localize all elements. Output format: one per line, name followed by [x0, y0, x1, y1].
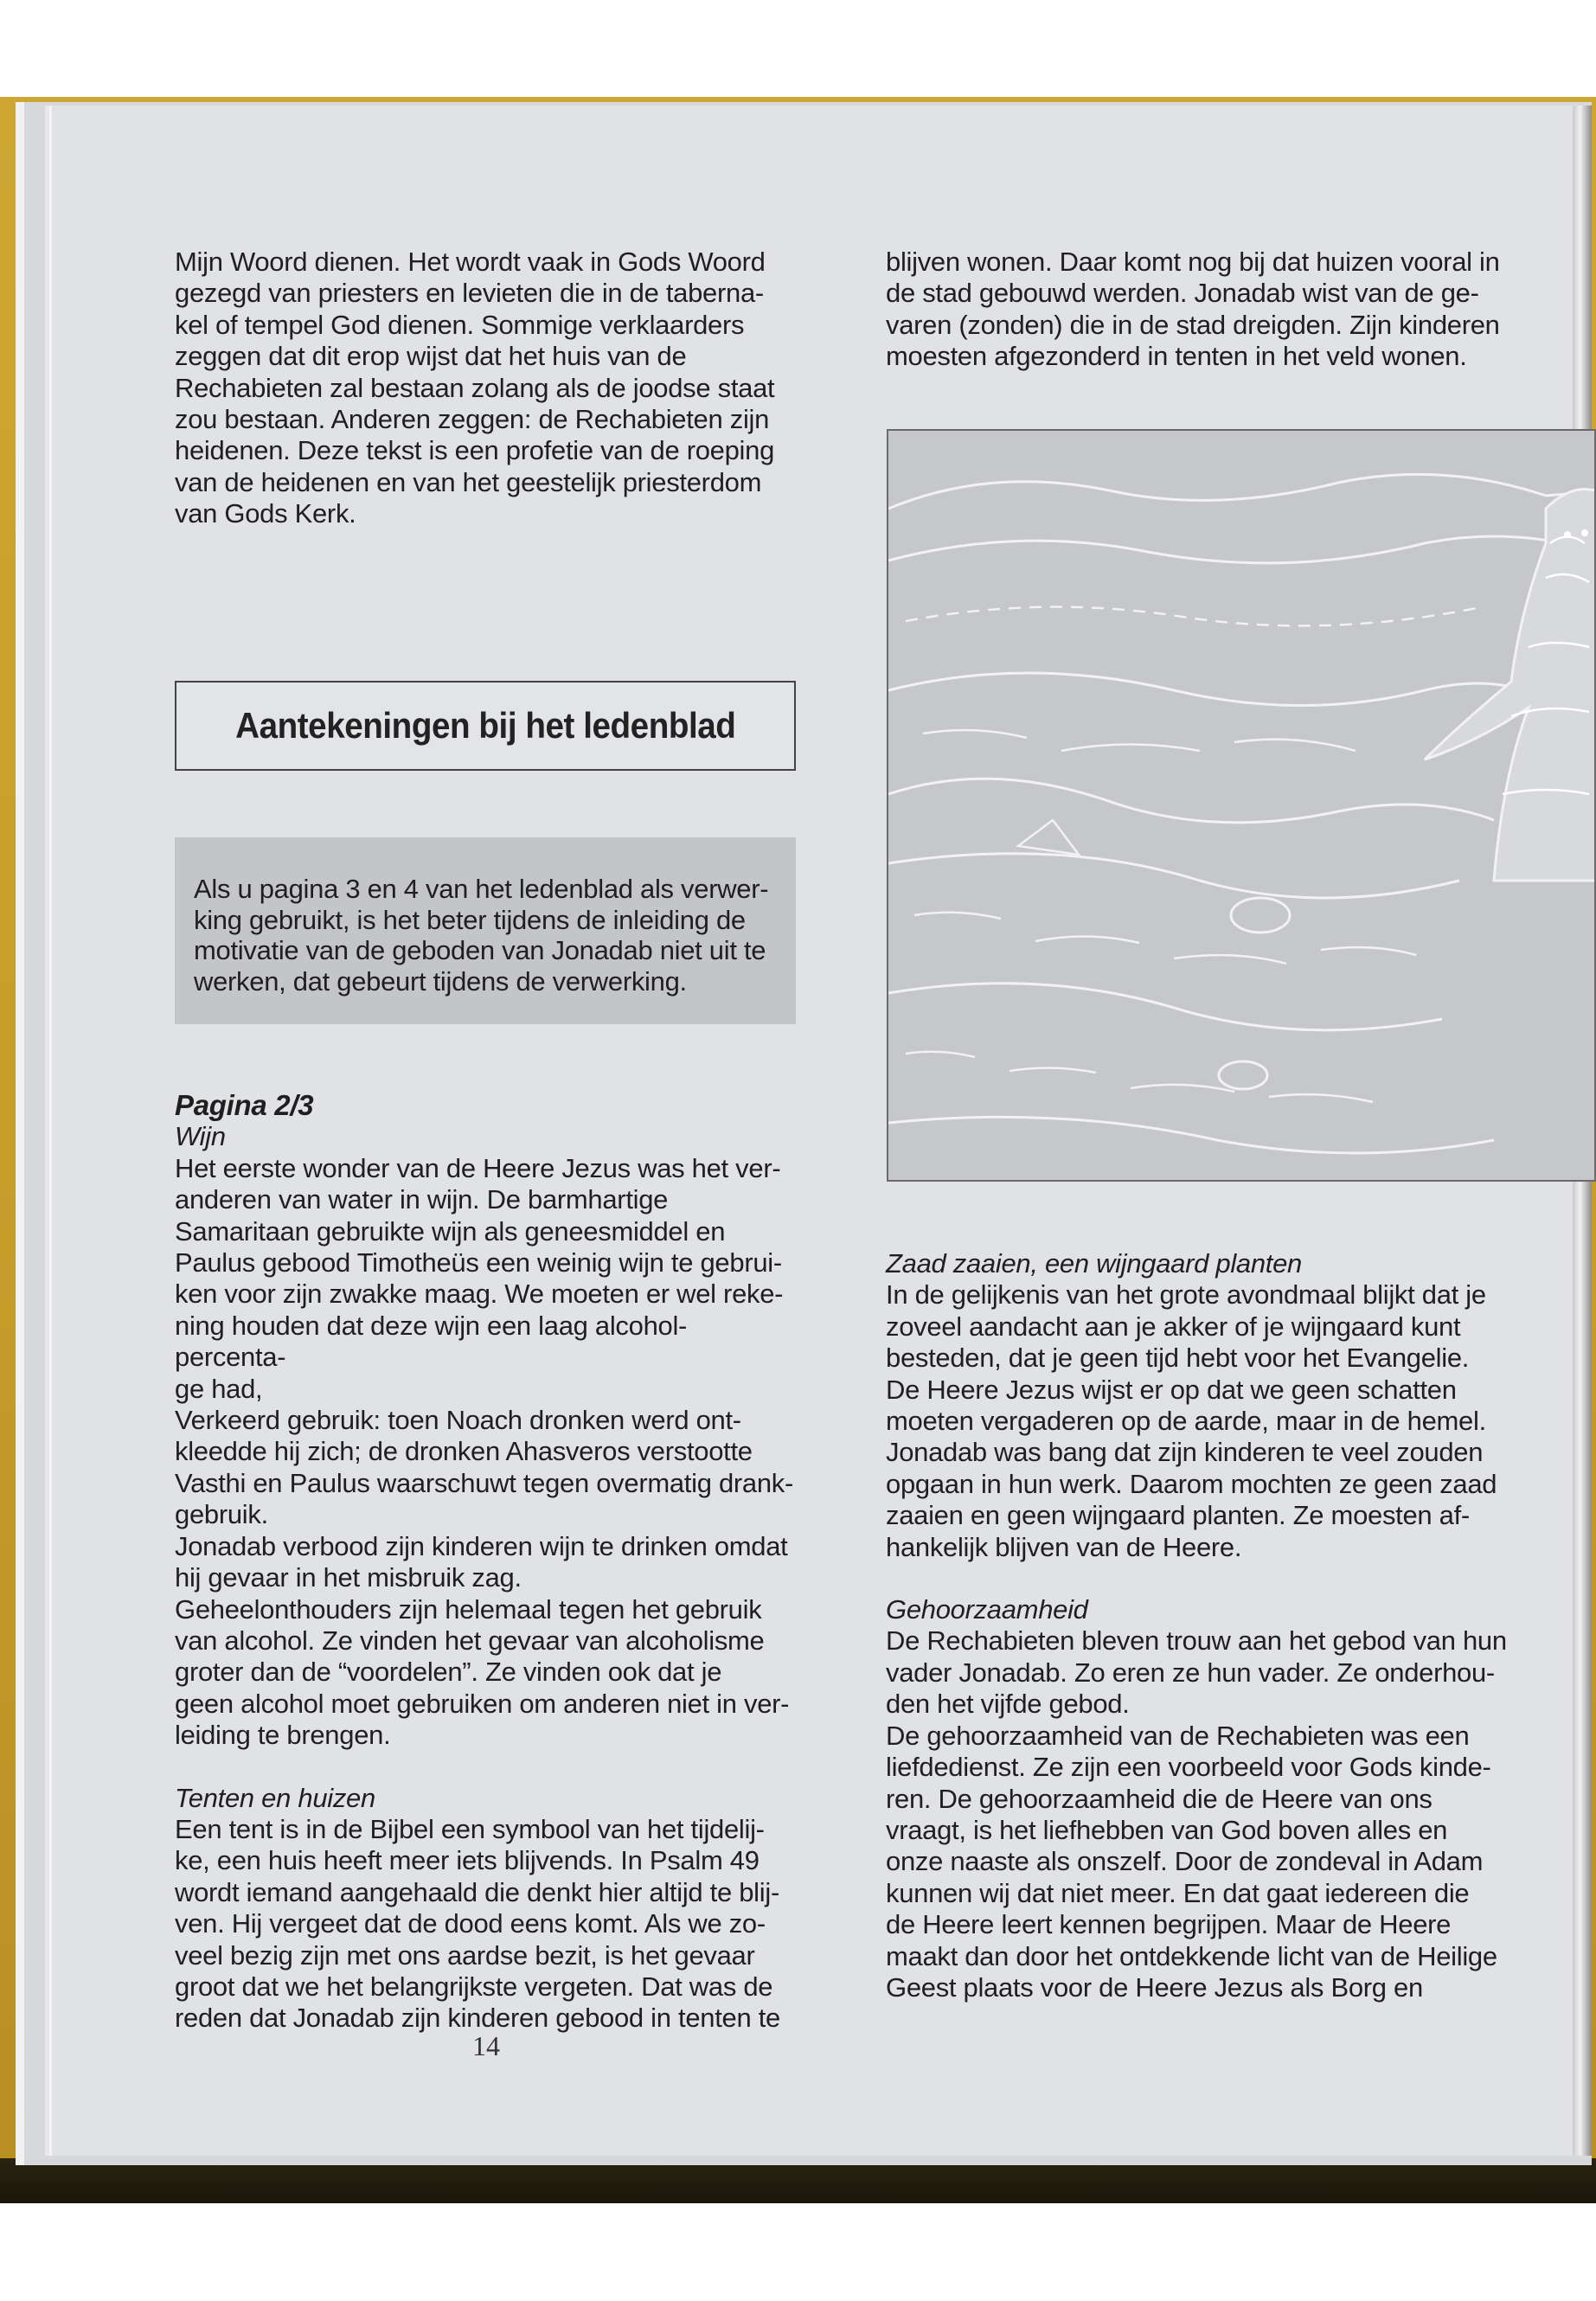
text-line: zeggen dat dit erop wijst dat het huis van de: [175, 341, 687, 372]
text-line: gebruik.: [175, 1499, 268, 1530]
text-line: Jonadab was bang dat zijn kinderen te veel zouden: [886, 1437, 1484, 1468]
text-line: Mijn Woord dienen. Het wordt vaak in Gods Woord: [175, 247, 766, 277]
text-line: ke, een huis heeft meer iets blijvends. In Psalm 49: [175, 1845, 760, 1876]
text-line: ge had,: [175, 1373, 263, 1404]
subheading-zaad: Zaad zaaien, een wijngaard planten: [886, 1248, 1302, 1279]
text-line: groter dan de “voordelen”. Ze vinden ook dat je: [175, 1657, 722, 1688]
page-section-title: Pagina 2/3: [175, 1089, 314, 1121]
text-line: groot dat we het belangrijkste vergeten. Dat was de: [175, 1971, 773, 2002]
section-heading-box: [175, 681, 796, 771]
left-body-text: [175, 1090, 798, 2035]
text-line: ning houden dat deze wijn een laag alcohol-percenta-: [175, 1310, 688, 1373]
text-line: Een tent is in de Bijbel een symbool van het tijdelij-: [175, 1813, 765, 1844]
text-line: werken, dat gebeurt tijdens de verwerking.: [194, 965, 687, 997]
page-number: 14: [472, 2030, 500, 2061]
text-line: ren. De gehoorzaamheid die de Heere van ons: [886, 1783, 1433, 1814]
text-line: motivatie van de geboden van Jonadab niet uit te: [194, 935, 766, 965]
text-line: Als u pagina 3 en 4 van het ledenblad als verwer-: [194, 874, 769, 904]
note-box: [175, 837, 796, 1024]
text-line: Geest plaats voor de Heere Jezus als Borg en: [886, 1971, 1423, 2003]
text-line: veel bezig zijn met ons aardse bezit, is het gevaar: [175, 1939, 755, 1971]
text-line: Geheelonthouders zijn helemaal tegen het gebruik: [175, 1593, 762, 1625]
text-line: geen alcohol moet gebruiken om anderen niet in ver-: [175, 1688, 790, 1719]
text-line: maakt dan door het ontdekkende licht van de Heilige: [886, 1940, 1497, 1971]
right-intro-text: [886, 247, 1517, 373]
text-line: hij gevaar in het misbruik zag.: [175, 1562, 522, 1593]
text-line: wordt iemand aangehaald die denkt hier altijd te blij-: [175, 1876, 779, 1907]
text-line: opgaan in hun werk. Daarom mochten ze geen zaad: [886, 1468, 1497, 1499]
left-intro-text: [175, 247, 798, 530]
text-line: vader Jonadab. Zo eren ze hun vader. Ze onderhou-: [886, 1657, 1495, 1688]
subheading-wijn: Wijn: [175, 1121, 226, 1152]
text-line: Het eerste wonder van de Heere Jezus was het ver-: [175, 1152, 781, 1183]
text-line: blijven wonen. Daar komt nog bij dat huizen vooral in: [886, 247, 1500, 277]
landscape-illustration: [887, 429, 1596, 1182]
text-line: leiding te brengen.: [175, 1720, 391, 1751]
text-line: Paulus gebood Timotheüs een weinig wijn te gebrui-: [175, 1247, 782, 1279]
text-line: ven. Hij vergeet dat de dood eens komt. Als we zo-: [175, 1908, 766, 1939]
text-line: de Heere leert kennen begrijpen. Maar de Heere: [886, 1909, 1452, 1940]
text-line: zaaien en geen wijngaard planten. Ze moesten af-: [886, 1500, 1470, 1531]
text-line: de stad gebouwd werden. Jonadab wist van de ge-: [886, 278, 1479, 309]
text-line: van de heidenen en van het geestelijk priesterdom: [175, 466, 762, 497]
text-line: king gebruikt, is het beter tijdens de inleiding de: [194, 904, 746, 935]
text-line: moesten afgezonderd in tenten in het veld wonen.: [886, 341, 1467, 372]
text-line: reden dat Jonadab zijn kinderen gebood in tenten te: [175, 2003, 780, 2034]
text-line: gezegd van priesters en levieten die in de taberna-: [175, 278, 764, 309]
text-line: ken voor zijn zwakke maag. We moeten er wel reke-: [175, 1279, 784, 1310]
text-line: In de gelijkenis van het grote avondmaal blijkt dat je: [886, 1279, 1486, 1311]
text-line: van Gods Kerk.: [175, 498, 356, 529]
text-line: besteden, dat je geen tijd hebt voor het Evangelie.: [886, 1343, 1470, 1374]
text-line: zou bestaan. Anderen zeggen: de Rechabieten zijn: [175, 404, 770, 435]
text-line: vraagt, is het liefhebben van God boven alles en: [886, 1814, 1448, 1845]
illustration-drawing: [888, 431, 1596, 1182]
text-line: De Rechabieten bleven trouw aan het gebod van hun: [886, 1625, 1507, 1657]
section-heading: Aantekeningen bij het ledenblad: [234, 705, 736, 746]
text-line: Verkeerd gebruik: toen Noach dronken werd ont-: [175, 1405, 741, 1436]
text-line: heidenen. Deze tekst is een profetie van de roeping: [175, 435, 775, 466]
text-line: kel of tempel God dienen. Sommige verklaarders: [175, 309, 745, 340]
subheading-gehoorzaamheid: Gehoorzaamheid: [886, 1594, 1088, 1625]
text-line: Samaritaan gebruikte wijn als geneesmiddel en: [175, 1215, 726, 1247]
text-line: varen (zonden) die in de stad dreigden. Zijn kinderen: [886, 309, 1500, 340]
text-line: den het vijfde gebod.: [886, 1689, 1130, 1720]
text-line: liefdedienst. Ze zijn een voorbeeld voor Gods kinde-: [886, 1752, 1491, 1783]
text-line: hankelijk blijven van de Heere.: [886, 1531, 1242, 1562]
text-line: De gehoorzaamheid van de Rechabieten was een: [886, 1720, 1470, 1751]
text-line: van alcohol. Ze vinden het gevaar van alcoholisme: [175, 1625, 765, 1656]
text-line: zoveel aandacht aan je akker of je wijngaard kunt: [886, 1311, 1461, 1342]
subheading-tenten: Tenten en huizen: [175, 1782, 375, 1813]
text-line: kunnen wij dat niet meer. En dat gaat iedereen die: [886, 1877, 1470, 1908]
text-line: Jonadab verbood zijn kinderen wijn te drinken omdat: [175, 1530, 788, 1561]
text-line: kleedde hij zich; de dronken Ahasveros verstootte: [175, 1436, 753, 1467]
text-line: De Heere Jezus wijst er op dat we geen schatten: [886, 1374, 1457, 1405]
text-line: Rechabieten zal bestaan zolang als de joodse staat: [175, 372, 775, 403]
right-body-text: [886, 1248, 1517, 2003]
text-line: moeten vergaderen op de aarde, maar in de hemel.: [886, 1406, 1486, 1437]
text-line: Vasthi en Paulus waarschuwt tegen overmatig drank-: [175, 1467, 794, 1498]
text-line: anderen van water in wijn. De barmhartige: [175, 1184, 669, 1215]
text-line: onze naaste als onszelf. Door de zondeval in Adam: [886, 1846, 1484, 1877]
